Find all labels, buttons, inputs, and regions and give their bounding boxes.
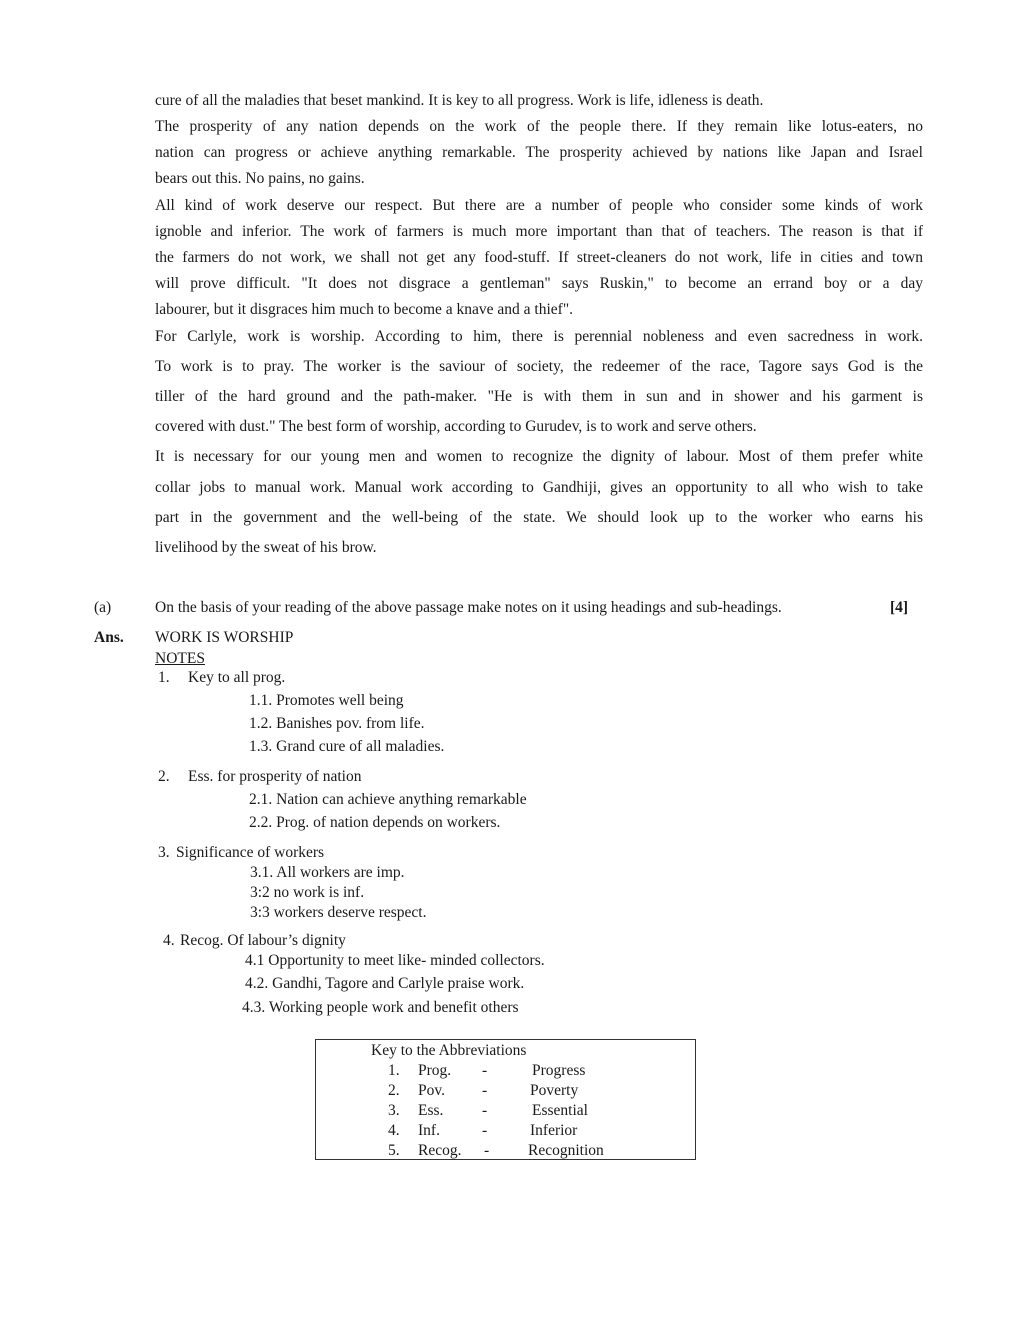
heading-number: 4.	[163, 932, 175, 949]
abbreviation-title: Key to the Abbreviations	[371, 1042, 527, 1059]
subheading: 4.1 Opportunity to meet like- minded collectors.	[245, 952, 545, 969]
subheading: 3.1. All workers are imp.	[250, 864, 405, 881]
abbr-full: Essential	[532, 1102, 588, 1119]
abbreviation-key-box	[315, 1039, 696, 1160]
question-label: (a)	[94, 599, 112, 616]
heading-text: Significance of workers	[176, 844, 325, 861]
answer-title: WORK IS WORSHIP	[155, 629, 294, 646]
subheading: 1.3. Grand cure of all maladies.	[249, 738, 445, 755]
subheading: 3:2 no work is inf.	[250, 884, 365, 901]
passage-line: covered with dust." The best form of worship, according to Gurudev, is to work and serve others.	[155, 418, 757, 435]
passage-line: cure of all the maladies that beset mankind. It is key to all progress. Work is life, idleness is death.	[155, 92, 764, 109]
abbr-num: 3.	[388, 1102, 400, 1119]
abbr-short: Pov.	[418, 1082, 445, 1099]
passage-line: nation can progress or achieve anything remarkable. The prosperity achieved by nations like Japan and Israel	[155, 144, 923, 161]
passage-line: ignoble and inferior. The work of farmers is much more important than that of teachers. The reason is that if	[155, 223, 923, 240]
abbr-dash: -	[482, 1122, 488, 1139]
passage-line: labourer, but it disgraces him much to become a knave and a thief".	[155, 301, 574, 318]
subheading: 4.3. Working people work and benefit others	[242, 999, 519, 1016]
abbr-dash: -	[484, 1142, 490, 1159]
heading-text: Key to all prog.	[188, 669, 286, 686]
abbr-short: Recog.	[418, 1142, 462, 1159]
question-marks: [4]	[890, 599, 909, 616]
question-text: On the basis of your reading of the above passage make notes on it using headings and sub-headings.	[155, 599, 782, 616]
subheading: 1.2. Banishes pov. from life.	[249, 715, 425, 732]
passage-line: the farmers do not work, we shall not get any food-stuff. If street-cleaners do not work, life in cities and town	[155, 249, 923, 266]
abbr-short: Inf.	[418, 1122, 440, 1139]
abbr-full: Recognition	[528, 1142, 604, 1159]
passage-line: It is necessary for our young men and women to recognize the dignity of labour. Most of them prefer white	[155, 448, 923, 465]
abbr-dash: -	[482, 1062, 488, 1079]
passage-line: tiller of the hard ground and the path-maker. "He is with them in sun and in shower and his garment is	[155, 388, 923, 405]
heading-text: Ess. for prosperity of nation	[188, 768, 362, 785]
abbr-dash: -	[482, 1082, 488, 1099]
subheading: 1.1. Promotes well being	[249, 692, 404, 709]
abbr-short: Prog.	[418, 1062, 452, 1079]
passage-line: part in the government and the well-being of the state. We should look up to the worker who earns his	[155, 509, 923, 526]
heading-number: 2.	[158, 768, 170, 785]
passage-line: will prove difficult. "It does not disgrace a gentleman" says Ruskin," to become an errand boy or a day	[155, 275, 923, 292]
answer-label: Ans.	[94, 629, 124, 646]
abbr-short: Ess.	[418, 1102, 444, 1119]
subheading: 3:3 workers deserve respect.	[250, 904, 427, 921]
abbr-num: 5.	[388, 1142, 400, 1159]
passage-line: livelihood by the sweat of his brow.	[155, 539, 377, 556]
heading-number: 3.	[158, 844, 170, 861]
abbr-full: Poverty	[530, 1082, 579, 1099]
subheading: 2.2. Prog. of nation depends on workers.	[249, 814, 501, 831]
passage-line: For Carlyle, work is worship. According to him, there is perennial nobleness and even sacredness in work.	[155, 328, 923, 345]
passage-line: bears out this. No pains, no gains.	[155, 170, 365, 187]
passage-line: The prosperity of any nation depends on the work of the people there. If they remain like lotus-eaters, no	[155, 118, 923, 135]
passage-line: All kind of work deserve our respect. But there are a number of people who consider some kinds of work	[155, 197, 923, 214]
abbr-dash: -	[482, 1102, 488, 1119]
passage-line: collar jobs to manual work. Manual work according to Gandhiji, gives an opportunity to all who wish to take	[155, 479, 923, 496]
abbr-full: Progress	[532, 1062, 586, 1079]
passage-line: To work is to pray. The worker is the saviour of society, the redeemer of the race, Tagore says God is the	[155, 358, 923, 375]
abbr-num: 4.	[388, 1122, 400, 1139]
abbr-num: 2.	[388, 1082, 400, 1099]
heading-number: 1.	[158, 669, 170, 686]
subheading: 4.2. Gandhi, Tagore and Carlyle praise work.	[245, 975, 525, 992]
notes-subtitle: NOTES	[155, 650, 205, 667]
abbr-full: Inferior	[530, 1122, 578, 1139]
subheading: 2.1. Nation can achieve anything remarkable	[249, 791, 527, 808]
abbr-num: 1.	[388, 1062, 400, 1079]
heading-text: Recog. Of labour’s dignity	[180, 932, 346, 949]
